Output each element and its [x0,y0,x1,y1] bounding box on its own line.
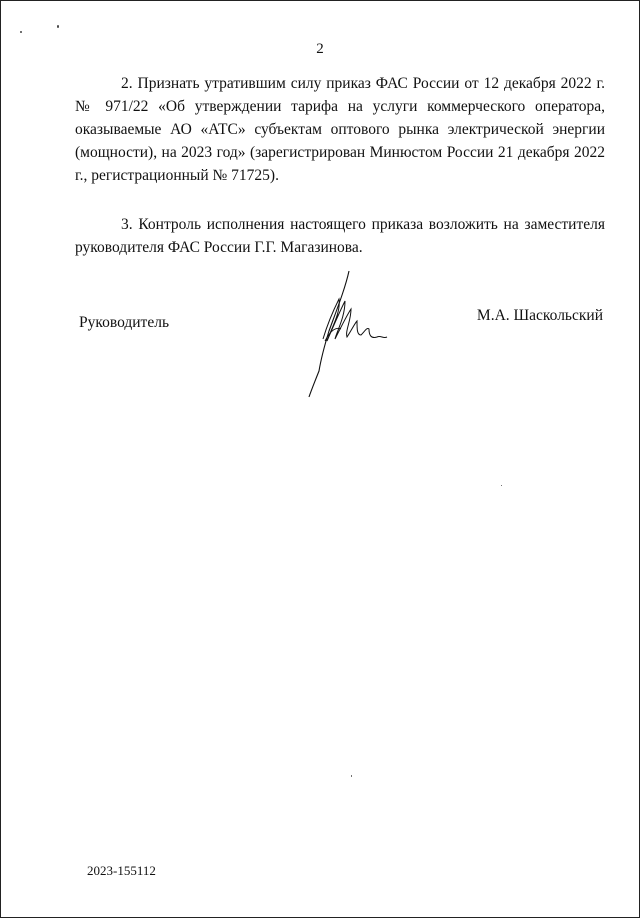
paragraph-3: 3. Контроль исполнения настоящего приказа возложить на заместителя руководителя ФАС России Г.Г. Магазинова. [75,216,605,256]
signatory-name: М.А. Шаскольский [476,307,603,324]
scan-speck [501,485,502,486]
scan-speck [57,25,59,28]
page-number: 2 [316,41,324,57]
signatory-title: Руководитель [79,314,170,331]
scan-speck [351,775,352,777]
handwritten-signature [301,269,391,399]
document-id: 2023-155112 [87,863,156,878]
scan-speck [20,31,22,33]
paragraph-2: 2. Признать утратившим силу приказ ФАС России от 12 декабря 2022 г. № 971/22 «Об утверждении тарифа на услуги коммерческого оператора, оказываемые АО «АТС» субъектам оптового рынка электрической энергии (мощности), на 2023 год» (зарегистрирован Минюстом России 21 декабря 2022 г., регистрационный № 71725). [75,75,605,184]
